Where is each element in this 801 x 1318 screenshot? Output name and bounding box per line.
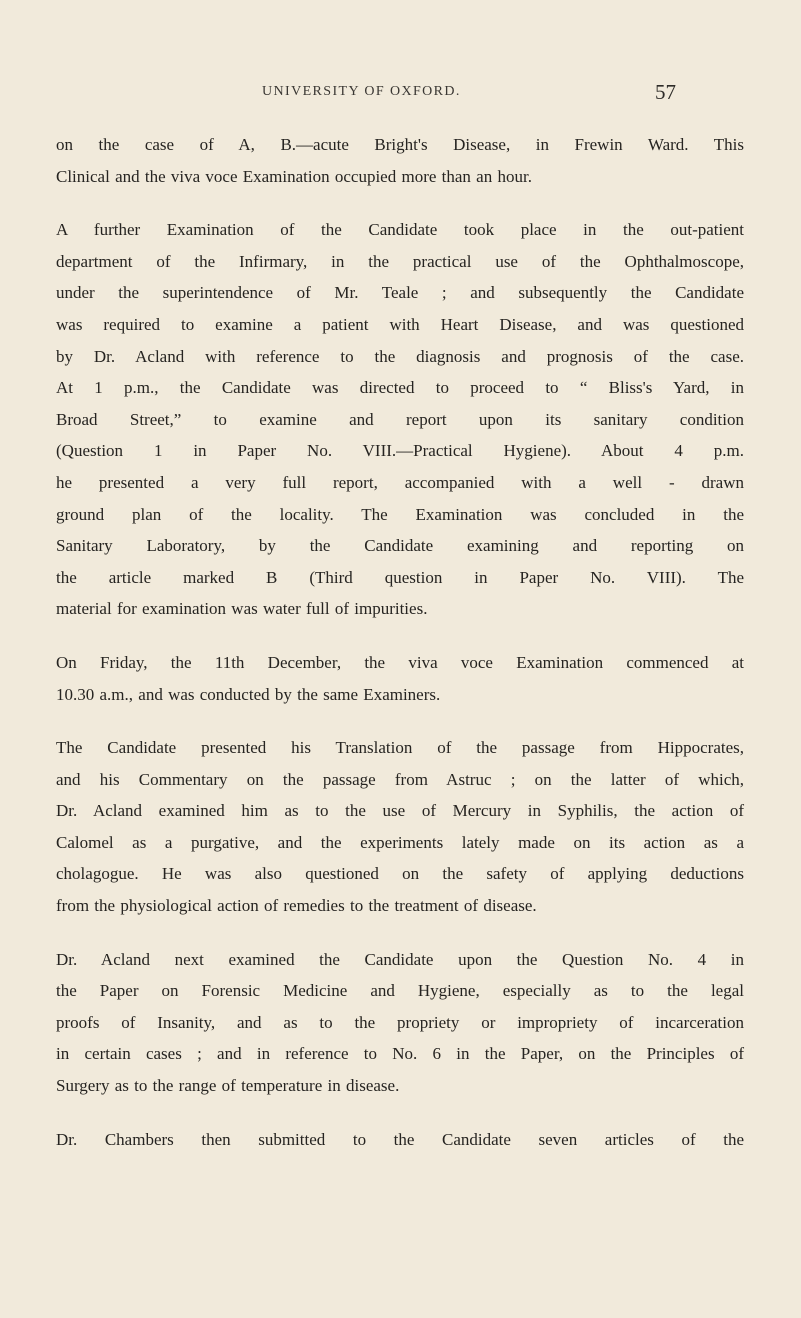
text-line: ground plan of the locality. The Examination was concluded in the (56, 504, 744, 524)
paragraph-1 (56, 129, 744, 192)
text-line: Calomel as a purgative, and the experiments lately made on its action as a (56, 832, 744, 852)
text-line: Dr. Acland next examined the Candidate upon the Question No. 4 in (56, 949, 744, 969)
text-line: 10.30 a.m., and was conducted by the same Examiners. (56, 684, 441, 704)
text-line: (Question 1 in Paper No. VIII.—Practical Hygiene). About 4 p.m. (56, 441, 744, 461)
text-line: department of the Infirmary, in the practical use of the Ophthalmoscope, (56, 251, 744, 271)
text-line: Broad Street,” to examine and report upon its sanitary condition (56, 409, 744, 429)
paragraph-4 (56, 732, 744, 922)
text-line: in certain cases ; and in reference to No. 6 in the Paper, on the Principles of (56, 1044, 744, 1064)
running-title: UNIVERSITY OF OXFORD. (262, 84, 461, 99)
text-line: Sanitary Laboratory, by the Candidate examining and reporting on (56, 536, 744, 556)
text-line: The Candidate presented his Translation of the passage from Hippocrates, (56, 738, 744, 758)
text-line: A further Examination of the Candidate took place in the out-patient (56, 220, 744, 240)
text-line: was required to examine a patient with Heart Disease, and was questioned (56, 314, 744, 334)
paragraph-6 (56, 1124, 744, 1156)
paragraph-5 (56, 944, 744, 1102)
text-line: Clinical and the viva voce Examination occupied more than an hour. (56, 166, 532, 186)
text-line: Dr. Acland examined him as to the use of Mercury in Syphilis, the action of (56, 801, 744, 821)
text-line: by Dr. Acland with reference to the diagnosis and prognosis of the case. (56, 346, 744, 366)
text-line: from the physiological action of remedies to the treatment of disease. (56, 896, 537, 916)
text-line: On Friday, the 11th December, the viva voce Examination commenced at (56, 652, 744, 672)
text-line: proofs of Insanity, and as to the propriety or impropriety of incarceration (56, 1012, 744, 1032)
page-number: 57 (655, 80, 676, 104)
text-line: Dr. Chambers then submitted to the Candidate seven articles of the (56, 1129, 744, 1149)
text-line: and his Commentary on the passage from Astruc ; on the latter of which, (56, 769, 744, 789)
text-line: on the case of A, B.—acute Bright's Disease, in Frewin Ward. This (56, 135, 744, 154)
paragraph-2 (56, 214, 744, 625)
paragraph-3 (56, 647, 744, 710)
body-text (56, 129, 744, 1155)
text-line: the Paper on Forensic Medicine and Hygiene, especially as to the legal (56, 981, 744, 1001)
text-line: Surgery as to the range of temperature in disease. (56, 1076, 400, 1096)
text-line: he presented a very full report, accompanied with a well - drawn (56, 472, 744, 492)
text-line: material for examination was water full of impurities. (56, 599, 428, 619)
running-head (0, 80, 801, 108)
text-line: the article marked B (Third question in Paper No. VIII). The (56, 567, 744, 587)
text-line: under the superintendence of Mr. Teale ; and subsequently the Candidate (56, 283, 744, 303)
text-line: At 1 p.m., the Candidate was directed to proceed to “ Bliss's Yard, in (56, 378, 744, 398)
text-line: cholagogue. He was also questioned on the safety of applying deductions (56, 864, 744, 884)
